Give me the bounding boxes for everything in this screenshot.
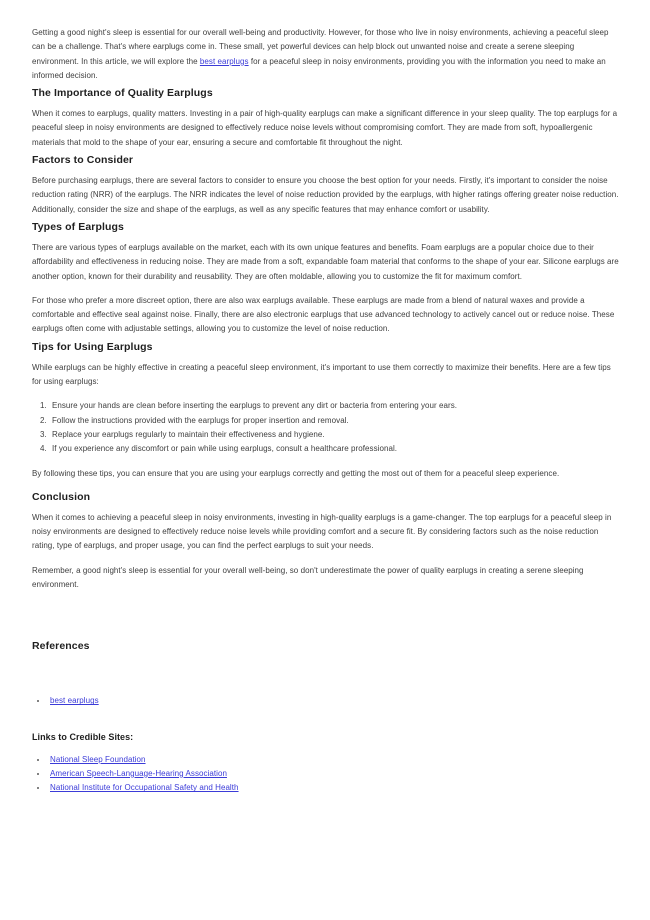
- factors-paragraph: Before purchasing earplugs, there are several factors to consider to ensure you choose the best option for your needs. Firstly, it's important to consider the noise reduction rating (NRR) of the earplugs. The NRR indicates the level of noise reduction provided by the earplugs, with higher ratings offering greater noise reduction. Additionally, consider the size and shape of the earplugs, as well as any specific features that may enhance comfort or usability.: [32, 176, 619, 214]
- asha-link[interactable]: American Speech-Language-Hearing Association: [50, 768, 227, 778]
- conclusion-paragraph-2: Remember, a good night's sleep is essential for your overall well-being, so don't underestimate the power of quality earplugs in creating a serene sleeping environment.: [32, 565, 584, 590]
- credible-sites-list: [32, 753, 620, 796]
- credible-site-item: [48, 753, 620, 767]
- heading-credible-sites: Links to Credible Sites:: [32, 731, 134, 742]
- heading-conclusion: Conclusion: [32, 490, 91, 503]
- tips-list-item: 4. If you experience any discomfort or pain while using earplugs, consult a healthcare professional.: [49, 442, 620, 456]
- credible-site-item: [48, 781, 620, 795]
- references-list: [32, 694, 620, 708]
- best-earplugs-reference-link[interactable]: best earplugs: [50, 696, 99, 706]
- tips-list-item: 1. Ensure your hands are clean before inserting the earplugs to prevent any dirt or bacteria from entering your ears.: [49, 399, 620, 413]
- national-sleep-foundation-link[interactable]: National Sleep Foundation: [50, 754, 146, 764]
- tips-intro-paragraph: While earplugs can be highly effective in creating a peaceful sleep environment, it's important to use them correctly to maximize their benefits. Here are a few tips for using earplugs:: [32, 362, 611, 387]
- tips-ordered-list: [32, 399, 620, 456]
- importance-paragraph: When it comes to earplugs, quality matters. Investing in a pair of high-quality earplugs can make a significant difference in your sleep quality. The top earplugs for a peaceful sleep in noisy environments are designed to effectively reduce noise levels without compromising comfort. They are made from soft, hypoallergenic materials that mold to the shape of your ear, ensuring a secure and comfortable fit throughout the night.: [32, 109, 618, 147]
- credible-site-item: [48, 767, 620, 781]
- heading-types: Types of Earplugs: [32, 220, 124, 233]
- heading-references: References: [32, 640, 90, 653]
- best-earplugs-inline-link[interactable]: best earplugs: [199, 56, 249, 66]
- intro-text-before-link: Getting a good night's sleep is essential for our overall well-being and productivity. However, for those who live in noisy environments, achieving a peaceful sleep can be a challenge. That's where earplugs come in. These small, yet powerful devices can help block out unwanted noise and create a serene sleeping environment. In this article, we will explore the: [32, 28, 609, 66]
- conclusion-paragraph-1: When it comes to achieving a peaceful sleep in noisy environments, investing in high-quality earplugs is a game-changer. The top earplugs for a peaceful sleep in noisy environments are designed to effectively reduce noise levels while providing comfort and a secure fit. By considering factors such as the noise reduction rating, type of earplugs, and proper usage, you can find the perfect earplugs to suit your needs.: [32, 512, 612, 551]
- heading-tips: Tips for Using Earplugs: [32, 340, 153, 353]
- heading-importance: The Importance of Quality Earplugs: [32, 87, 213, 100]
- intro-text-after-link: for a peaceful sleep in noisy environments, providing you with the information you need to make an informed decision.: [32, 56, 606, 80]
- types-paragraph-2: For those who prefer a more discreet option, there are also wax earplugs available. These earplugs are made from a blend of natural waxes and provide a comfortable and effective seal against noise. Finally, there are also electronic earplugs that use advanced technology to actively cancel out or reduce noise. These earplugs often come with adjustable settings, allowing you to customize the level of noise reduction.: [32, 295, 615, 334]
- intro-paragraph: [32, 26, 620, 83]
- reference-list-item: [48, 694, 620, 708]
- tips-list-item: 2. Follow the instructions provided with the earplugs for proper insertion and removal.: [49, 414, 620, 428]
- types-paragraph-1: There are various types of earplugs available on the market, each with its own unique features and benefits. Foam earplugs are a popular choice due to their affordability and effectiveness in reducing noise. They are made from a soft, expandable foam material that conforms to the shape of your ear. Silicone earplugs are another option, known for their durability and reusability. They are often moldable, allowing you to customize the fit for maximum comfort.: [32, 242, 619, 281]
- tips-outro-paragraph: By following these tips, you can ensure that you are using your earplugs correctly and getting the most out of them for a peaceful sleep experience.: [32, 468, 560, 478]
- heading-factors: Factors to Consider: [32, 154, 134, 167]
- niosh-link[interactable]: National Institute for Occupational Safety and Health: [50, 783, 239, 793]
- tips-list-item: 3. Replace your earplugs regularly to maintain their effectiveness and hygiene.: [49, 428, 620, 442]
